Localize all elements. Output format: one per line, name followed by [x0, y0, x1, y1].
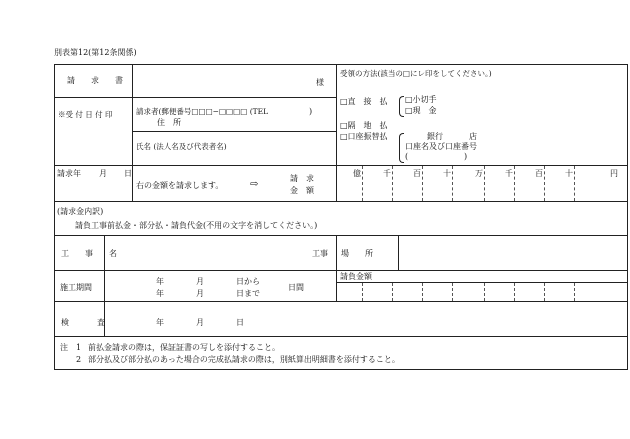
reception-stamp-label: ※受 付 日 付 印 — [58, 110, 113, 119]
period-start-year: 年 — [156, 277, 164, 286]
contract-amount-label: 請負金額 — [340, 272, 372, 281]
inspection-year: 年 — [156, 318, 164, 327]
account-open-paren: ( — [405, 152, 409, 161]
address-label: 住 所 — [157, 118, 181, 127]
digit-sen-man: 千 — [383, 169, 391, 178]
digit-oku: 億 — [353, 169, 361, 178]
digit-hyaku-man: 百 — [413, 169, 421, 178]
direct-payment-option[interactable]: □直 接 払 — [340, 97, 388, 106]
tel-close-paren: ) — [309, 107, 313, 116]
work-name-suffix: 工事 — [312, 249, 328, 258]
remote-payment-option[interactable]: □隔 地 払 — [340, 121, 388, 130]
request-month-label: 月 — [99, 169, 107, 178]
account-label: 口座名及び口座番号 — [405, 142, 477, 151]
request-statement: 右の金額を請求します。 — [136, 181, 224, 190]
account-transfer-option[interactable]: □口座振替払 — [340, 132, 388, 141]
inspection-day: 日 — [236, 318, 244, 327]
breakdown-title: (請求金内訳) — [57, 207, 104, 216]
cash-option[interactable]: □現 金 — [405, 106, 437, 115]
amount-label-2: 金 額 — [290, 186, 314, 195]
request-year-label: 請求年 — [57, 169, 81, 178]
check-option[interactable]: □小切手 — [405, 95, 437, 104]
period-start-day: 日から — [236, 277, 260, 286]
transfer-brace — [399, 133, 404, 163]
work-name-label: 工 事 名 — [61, 249, 121, 258]
period-start-month: 月 — [196, 277, 204, 286]
request-day-label: 日 — [124, 169, 132, 178]
note-1-number: 1 — [76, 343, 82, 352]
amount-label-1: 請 求 — [290, 174, 314, 183]
note-1: 前払金請求の際は，保証証書の写しを添付すること。 — [88, 343, 280, 352]
period-days-label: 日間 — [288, 283, 304, 292]
form-title: 請 求 書 — [67, 76, 127, 85]
note-2-number: 2 — [76, 355, 82, 364]
digit-hyaku: 百 — [535, 169, 543, 178]
digit-yen: 円 — [610, 169, 618, 178]
period-end-day: 日まで — [236, 289, 260, 298]
period-end-month: 月 — [196, 289, 204, 298]
name-label: 氏名 (法人名及び代表者名) — [136, 142, 227, 151]
digit-juu-man: 十 — [443, 169, 451, 178]
arrow-icon: ⇨ — [250, 179, 259, 190]
digit-juu: 十 — [565, 169, 573, 178]
addressee-suffix: 様 — [316, 78, 324, 87]
form-number: 別表第12(第12条関係) — [54, 48, 137, 57]
work-period-label: 施工期間 — [60, 283, 92, 292]
location-label: 場 所 — [341, 249, 373, 258]
direct-brace — [399, 96, 404, 117]
breakdown-text: 請負工事前払金・部分払・請負代金(不用の文字を消してください。) — [75, 221, 318, 230]
payment-method-title: 受領の方法(該当の□にレ印をしてください。) — [340, 69, 492, 78]
requester-postal-label: 請求者(郵便番号□□□−□□□□ (TEL — [136, 107, 269, 116]
inspection-month: 月 — [196, 318, 204, 327]
period-end-year: 年 — [156, 289, 164, 298]
bank-label: 銀行 — [427, 132, 443, 141]
digit-man: 万 — [475, 169, 483, 178]
inspection-label: 検 査 — [61, 318, 109, 327]
account-close-paren: ) — [464, 152, 468, 161]
branch-label: 店 — [469, 132, 477, 141]
note-2: 部分払及び部分払のあった場合の完成払請求の際は，別紙算出明細書を添付すること。 — [88, 355, 400, 364]
notes-label: 注 — [60, 343, 68, 352]
digit-sen: 千 — [505, 169, 513, 178]
